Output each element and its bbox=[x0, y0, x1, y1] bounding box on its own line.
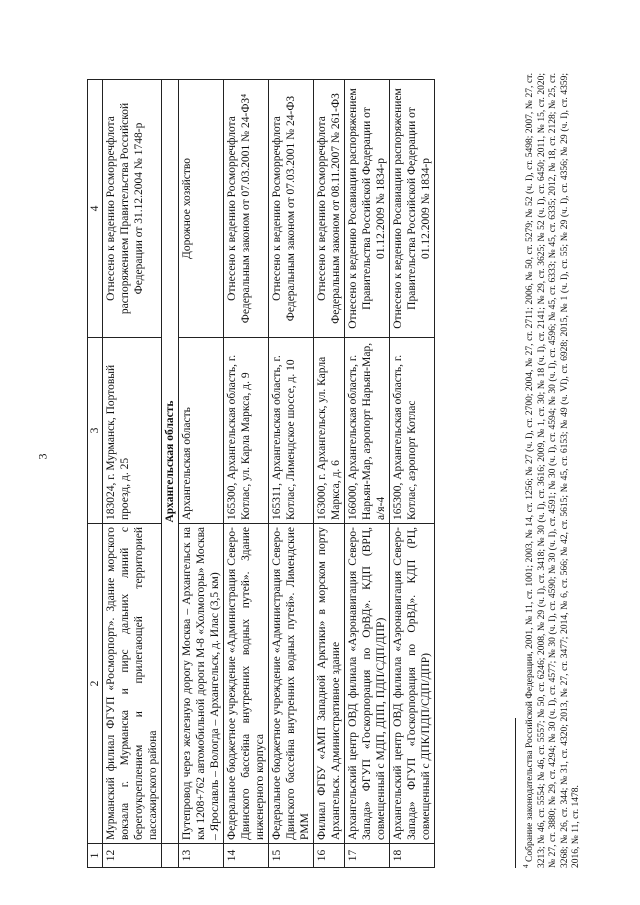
object-name: Федеральное бюджетное учреждение «Администрация Северо-Двинского бассейна внутренних водных путей». Лимендские РММ bbox=[269, 524, 314, 844]
row-number: 12 bbox=[103, 844, 162, 868]
row-number: 16 bbox=[314, 844, 345, 868]
object-basis: Отнесено к ведению Росморречфлота распоряжением Правительства Российской Федерации от 31.12.2004 № 1748-р bbox=[103, 80, 162, 338]
table-header-row bbox=[88, 80, 103, 868]
object-name: Филиал ФГБУ «АМП Западной Арктики» в морском порту Архангельск. Административное здание bbox=[314, 524, 345, 844]
row-number: 18 bbox=[390, 844, 435, 868]
table-row bbox=[314, 80, 345, 868]
object-address: 183024, г. Мурманск, Портовый проезд, д. 25 bbox=[103, 338, 162, 524]
section-number-cell bbox=[162, 844, 179, 868]
table-row bbox=[179, 80, 224, 868]
object-name: Архангельский центр ОВД филиала «Аэронавигация Северо-Запада» ФГУП «Госкорпорация по ОрВД». КДП (РЦ, совмещенный с ДПК/ПДП/СДП/ДПР) bbox=[390, 524, 435, 844]
row-number: 13 bbox=[179, 844, 224, 868]
footnote-divider bbox=[515, 718, 516, 868]
footnote bbox=[521, 73, 583, 868]
object-address: 166000, Архангельская область, г. Нарьян-Мар, аэропорт Нарьян-Мар, а/я-4 bbox=[345, 338, 390, 524]
object-address: 163000, г. Архангельск, ул. Карла Маркса, д. 6 bbox=[314, 338, 345, 524]
table-row bbox=[103, 80, 162, 868]
footnote-marker: 4 bbox=[522, 864, 530, 868]
column-header: 3 bbox=[88, 338, 103, 524]
object-name: Архангельский центр ОВД филиала «Аэронавигация Северо-Запада» ФГУП «Госкорпорация по ОрВД». КДП (ВРЦ, совмещенный с МДП, ДПП, ПДП/СДП/ДПР) bbox=[345, 524, 390, 844]
column-header: 1 bbox=[88, 844, 103, 868]
section-title: Архангельская область bbox=[162, 80, 179, 844]
objects-table bbox=[87, 79, 435, 868]
table-row bbox=[269, 80, 314, 868]
section-row bbox=[162, 80, 179, 868]
object-basis: Отнесено к ведению Росавиации распоряжением Правительства Российской Федерации от 01.12.2009 № 1834-р bbox=[390, 80, 435, 338]
row-number: 15 bbox=[269, 844, 314, 868]
table-row bbox=[224, 80, 269, 868]
table-body bbox=[88, 80, 435, 868]
rotated-page bbox=[85, 60, 640, 880]
object-basis: Дорожное хозяйство bbox=[179, 80, 224, 338]
object-name: Путепровод через железную дорогу Москва – Архангельск на км 1208+762 автомобильной дороги М-8 «Холмогоры» Москва – Ярославль – Вологда – Архангельск, д. Илас (3,5 км) bbox=[179, 524, 224, 844]
column-header: 2 bbox=[88, 524, 103, 844]
object-basis: Отнесено к ведению Росморречфлота Федеральным законом от 07.03.2001 № 24-ФЗ bbox=[269, 80, 314, 338]
table-row bbox=[345, 80, 390, 868]
row-number: 17 bbox=[345, 844, 390, 868]
object-basis: Отнесено к ведению Росморречфлота Федеральным законом от 08.11.2007 № 261-ФЗ bbox=[314, 80, 345, 338]
column-header: 4 bbox=[88, 80, 103, 338]
footnote-text: Собрание законодательства Российской Федерации, 2001, № 11, ст. 1001; 2003, № 14, ст. 1256; № 27 (ч. I), ст. 2700; 2004, № 27, ст. 2711; 2006, № 50, ст. 5279; № 52 (ч. I), ст. 5498; 2007, № 27, ст. 3213; № 46, ст. 5554; № 46, ст. 5557; № 50, ст. 6246; 2008, № 29 (ч. I), ст. 3418; № 30 (ч. I), ст. 3616; 2009, № 1, ст. 30; № 18 (ч. I), ст. 2141; № 29, ст. 3625; № 52 (ч. I), ст. 6450; 2011, № 15, ст. 2020; № 27, ст. 3880; № 29, ст. 4294; № 30 (ч. I), ст. 4577; № 30 (ч. I), ст. 4590; № 30 (ч. I), ст. 4591; № 30 (ч. I), ст. 4594; № 30 (ч. I), ст. 4596; № 45, ст. 6333; № 45, ст. 6335; 2012, № 18, ст. 2128; № 25, ст. 3268; № 26, ст. 344; № 31, ст. 4320; 2013, № 27, ст. 3477; 2014, № 6, ст. 566; № 42, ст. 5615; № 45, ст. 6153; № 49 (ч. VI), ст. 6928; 2015, № 1 (ч. I), ст. 55; № 29 (ч. I), ст. 4356; № 29 (ч. I), ст. 4359; 2016, № 11, ст. 1478. bbox=[525, 73, 582, 868]
object-address: 165311, Архангельская область, г. Котлас, Лимендское шоссе, д. 10 bbox=[269, 338, 314, 524]
object-address: 165300, Архангельская область, г. Котлас, аэропорт Котлас bbox=[390, 338, 435, 524]
row-number: 14 bbox=[224, 844, 269, 868]
object-address: Архангельская область bbox=[179, 338, 224, 524]
object-address: 165300, Архангельская область, г. Котлас, ул. Карла Маркса, д. 9 bbox=[224, 338, 269, 524]
object-basis: Отнесено к ведению Росморречфлота Федеральным законом от 07.03.2001 № 24-ФЗ⁴ bbox=[224, 80, 269, 338]
table-row bbox=[390, 80, 435, 868]
object-name: Мурманский филиал ФГУП «Росморпорт». Здание морского вокзала г. Мурманска и пирс дальних линий с берегоукреплением и прилегающей территорией пассажирского района bbox=[103, 524, 162, 844]
page-number: 3 bbox=[35, 453, 50, 460]
object-basis: Отнесено к ведению Росавиации распоряжением Правительства Российской Федерации от 01.12.2009 № 1834-р bbox=[345, 80, 390, 338]
object-name: Федеральное бюджетное учреждение «Администрация Северо-Двинского бассейна внутренних водных путей». Здание инженерного корпуса bbox=[224, 524, 269, 844]
